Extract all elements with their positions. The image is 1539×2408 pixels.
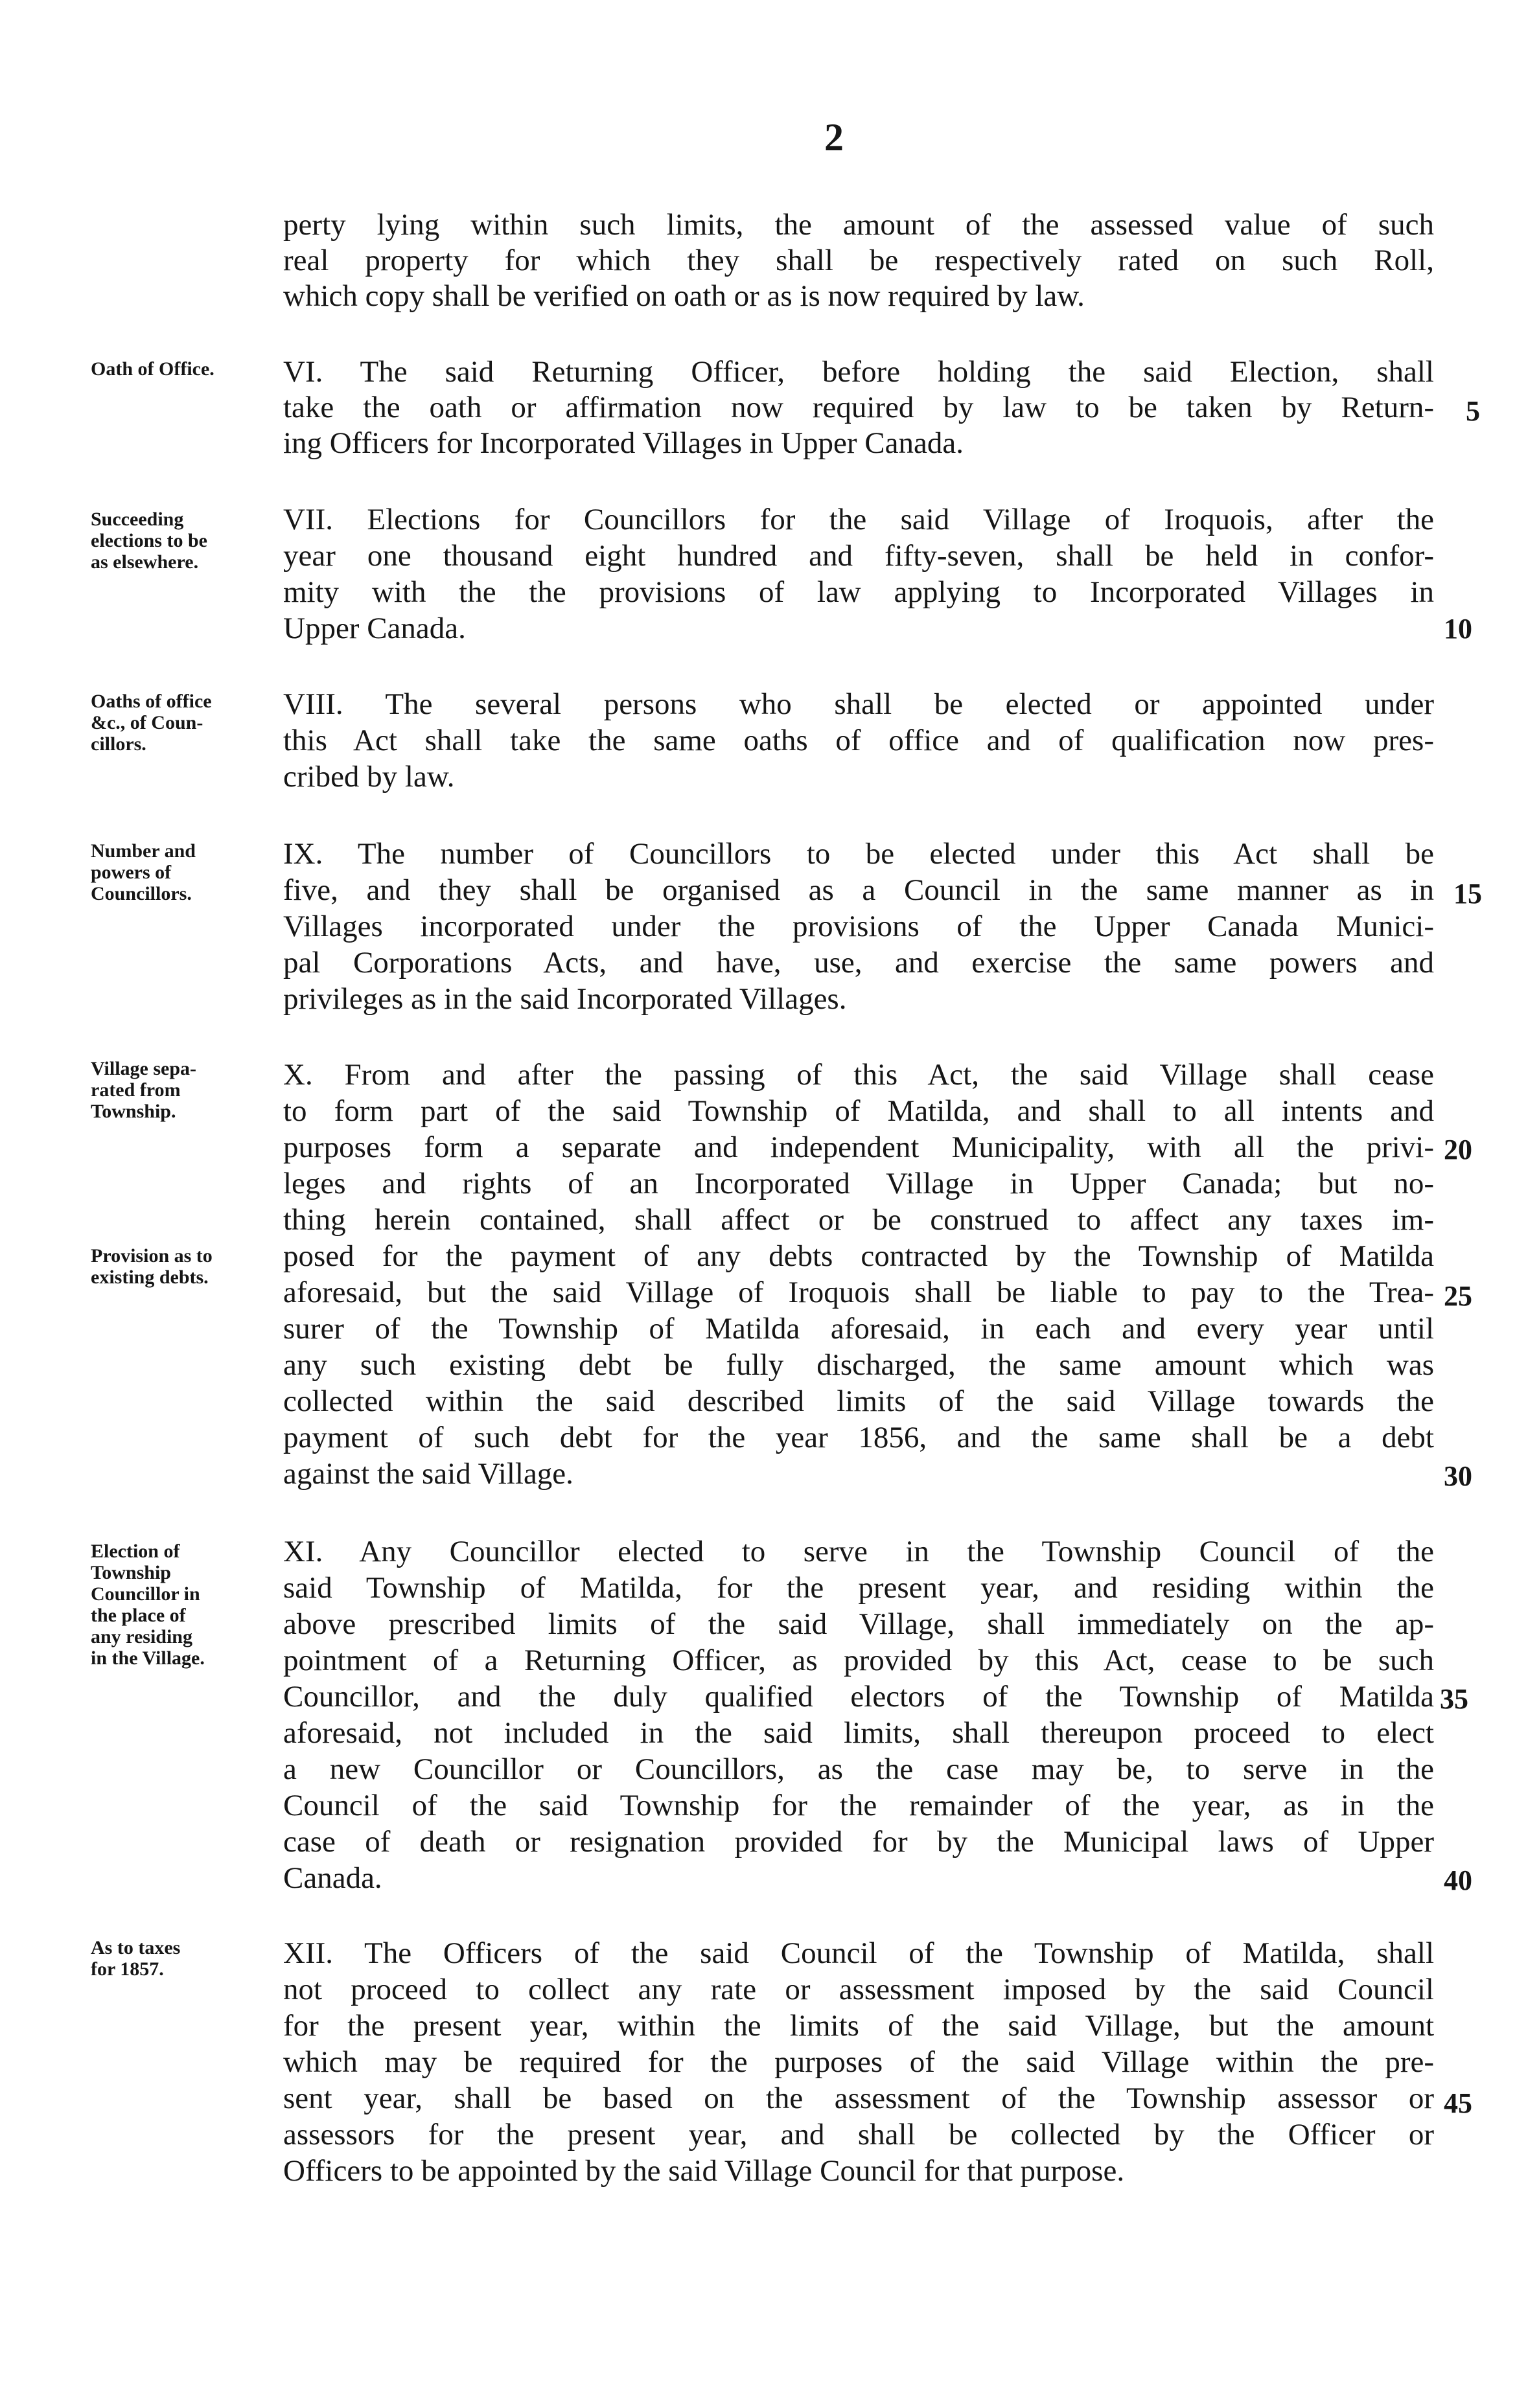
text-line: year one thousand eight hundred and fifty-seven, shall be held in confor- bbox=[283, 539, 1434, 573]
text-line: leges and rights of an Incorporated Village in Upper Canada; but no- bbox=[283, 1167, 1434, 1200]
text-line: collected within the said described limits of the said Village towards the bbox=[283, 1384, 1434, 1418]
text-line: IX. The number of Councillors to be elected under this Act shall be bbox=[283, 837, 1434, 871]
text-line: above prescribed limits of the said Village, shall immediately on the ap- bbox=[283, 1607, 1434, 1641]
text-line: assessors for the present year, and shall be collected by the Officer or bbox=[283, 2118, 1434, 2151]
page-number: 2 bbox=[824, 116, 844, 159]
text-line: XI. Any Councillor elected to serve in the Township Council of the bbox=[283, 1535, 1434, 1568]
text-line: said Township of Matilda, for the present year, and residing within the bbox=[283, 1571, 1434, 1605]
margin-note: As to taxes for 1857. bbox=[91, 1937, 181, 1980]
line-number: 40 bbox=[1444, 1864, 1472, 1896]
text-line: cribed by law. bbox=[283, 760, 455, 794]
line-number: 5 bbox=[1466, 395, 1480, 427]
text-line: Councillor, and the duly qualified electors of the Township of Matilda bbox=[283, 1680, 1434, 1714]
text-line: VIII. The several persons who shall be elected or appointed under bbox=[283, 687, 1434, 721]
text-line: take the oath or affirmation now required by law to be taken by Return- bbox=[283, 391, 1434, 424]
text-line: which copy shall be verified on oath or as is now required by law. bbox=[283, 279, 1085, 313]
text-line: Upper Canada. bbox=[283, 612, 466, 645]
line-number: 15 bbox=[1453, 878, 1482, 910]
margin-note: Provision as to existing debts. bbox=[91, 1245, 213, 1288]
text-line: case of death or resignation provided for by the Municipal laws of Upper bbox=[283, 1825, 1434, 1859]
text-line: Council of the said Township for the remainder of the year, as in the bbox=[283, 1789, 1434, 1822]
margin-note: Election of Township Councillor in the place of any residing in the Village. bbox=[91, 1541, 205, 1669]
text-line: purposes form a separate and independent Municipality, with all the privi- bbox=[283, 1130, 1434, 1164]
text-line: Canada. bbox=[283, 1861, 382, 1895]
text-line: not proceed to collect any rate or assessment imposed by the said Council bbox=[283, 1973, 1434, 2006]
text-line: mity with the the provisions of law applying to Incorporated Villages in bbox=[283, 575, 1434, 609]
text-line: a new Councillor or Councillors, as the case may be, to serve in the bbox=[283, 1752, 1434, 1786]
text-line: posed for the payment of any debts contracted by the Township of Matilda bbox=[283, 1239, 1434, 1273]
line-number: 30 bbox=[1444, 1460, 1472, 1492]
text-line: which may be required for the purposes of the said Village within the pre- bbox=[283, 2045, 1434, 2079]
margin-note: Village sepa- rated from Township. bbox=[91, 1058, 197, 1122]
text-line: to form part of the said Township of Matilda, and shall to all intents and bbox=[283, 1094, 1434, 1128]
text-line: any such existing debt be fully discharged, the same amount which was bbox=[283, 1348, 1434, 1382]
text-line: five, and they shall be organised as a Council in the same manner as in bbox=[283, 873, 1434, 907]
text-line: VI. The said Returning Officer, before holding the said Election, shall bbox=[283, 355, 1434, 389]
text-line: this Act shall take the same oaths of office and of qualification now pres- bbox=[283, 724, 1434, 757]
text-line: pointment of a Returning Officer, as provided by this Act, cease to be such bbox=[283, 1644, 1434, 1677]
text-line: Villages incorporated under the provisions of the Upper Canada Munici- bbox=[283, 910, 1434, 943]
margin-note: Oaths of office &c., of Coun- cillors. bbox=[91, 691, 212, 755]
line-number: 35 bbox=[1440, 1683, 1468, 1715]
text-line: for the present year, within the limits of the said Village, but the amount bbox=[283, 2009, 1434, 2043]
text-line: ing Officers for Incorporated Villages in Upper Canada. bbox=[283, 426, 964, 460]
text-line: X. From and after the passing of this Act, the said Village shall cease bbox=[283, 1058, 1434, 1092]
text-line: XII. The Officers of the said Council of the Township of Matilda, shall bbox=[283, 1936, 1434, 1970]
text-line: thing herein contained, shall affect or be construed to affect any taxes im- bbox=[283, 1203, 1434, 1237]
margin-note: Number and powers of Councillors. bbox=[91, 840, 196, 904]
line-number: 10 bbox=[1444, 613, 1472, 645]
margin-note: Succeeding elections to be as elsewhere. bbox=[91, 509, 207, 573]
text-line: VII. Elections for Councillors for the said Village of Iroquois, after the bbox=[283, 503, 1434, 536]
line-number: 45 bbox=[1444, 2087, 1472, 2119]
line-number: 20 bbox=[1444, 1134, 1472, 1165]
text-line: against the said Village. bbox=[283, 1457, 573, 1491]
text-line: privileges as in the said Incorporated Villages. bbox=[283, 982, 847, 1016]
text-line: perty lying within such limits, the amount of the assessed value of such bbox=[283, 208, 1434, 242]
text-line: surer of the Township of Matilda aforesaid, in each and every year until bbox=[283, 1312, 1434, 1346]
text-line: real property for which they shall be respectively rated on such Roll, bbox=[283, 244, 1434, 277]
text-line: payment of such debt for the year 1856, and the same shall be a debt bbox=[283, 1421, 1434, 1454]
margin-note: Oath of Office. bbox=[91, 358, 214, 380]
text-line: aforesaid, not included in the said limits, shall thereupon proceed to elect bbox=[283, 1716, 1434, 1750]
text-line: pal Corporations Acts, and have, use, and exercise the same powers and bbox=[283, 946, 1434, 980]
text-line: sent year, shall be based on the assessment of the Township assessor or bbox=[283, 2081, 1434, 2115]
text-line: aforesaid, but the said Village of Iroquois shall be liable to pay to the Trea- bbox=[283, 1276, 1434, 1309]
line-number: 25 bbox=[1444, 1280, 1472, 1312]
text-line: Officers to be appointed by the said Village Council for that purpose. bbox=[283, 2154, 1125, 2188]
